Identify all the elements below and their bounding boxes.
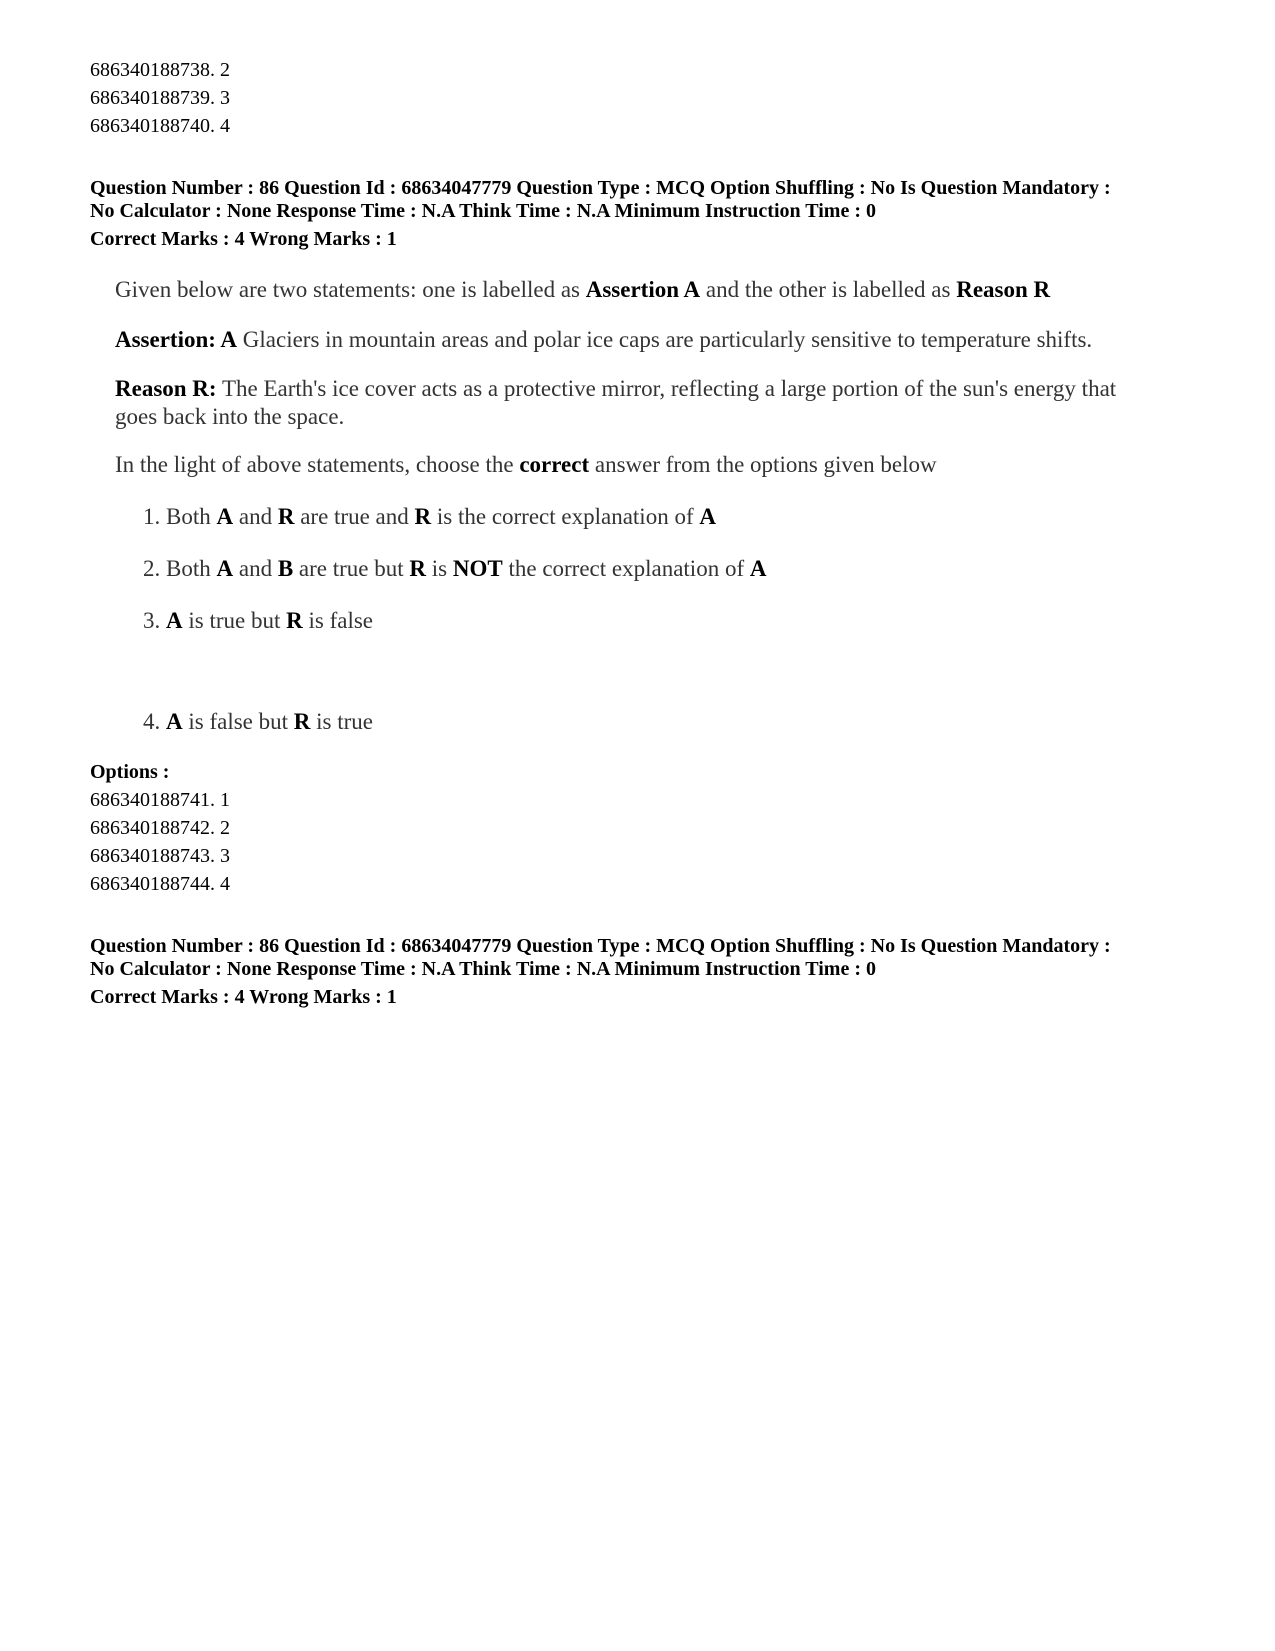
question-meta-line-1: Question Number : 86 Question Id : 68634047779 Question Type : MCQ Option Shuffling : No Is Question Mandatory : (90, 935, 1111, 957)
question-instruction: In the light of above statements, choose the correct answer from the options given below (115, 452, 937, 477)
option-row (90, 786, 230, 814)
assertion-statement (115, 326, 1135, 354)
prev-option-row (90, 84, 230, 112)
option-value: 4 (220, 873, 230, 895)
prev-option-value: 4 (220, 115, 230, 137)
prev-option-row (90, 56, 230, 84)
option-row (90, 870, 230, 898)
assertion-label: Assertion: A (115, 327, 238, 352)
choice-2: 2. Both A and B are true but R is NOT the correct explanation of A (143, 556, 767, 581)
prev-option-value: 3 (220, 87, 230, 109)
option-id: 686340188741. (90, 789, 215, 811)
assertion-text: Glaciers in mountain areas and polar ice caps are particularly sensitive to temperature shifts. (242, 327, 1093, 352)
choice-3: 3. A is true but R is false (143, 608, 374, 633)
option-row (90, 842, 230, 870)
reason-text: The Earth's ice cover acts as a protective mirror, reflecting a large portion of the sun's energy that goes back into the space. (115, 376, 1117, 429)
question-meta-line-2: No Calculator : None Response Time : N.A Think Time : N.A Minimum Instruction Time : 0 (90, 958, 876, 980)
option-value: 2 (220, 817, 230, 839)
prev-option-value: 2 (220, 59, 230, 81)
question-meta-line-1: Question Number : 86 Question Id : 68634047779 Question Type : MCQ Option Shuffling : No Is Question Mandatory : (90, 177, 1111, 199)
question-marks: Correct Marks : 4 Wrong Marks : 1 (90, 228, 397, 250)
option-row (90, 814, 230, 842)
option-value: 1 (220, 789, 230, 811)
option-id: 686340188742. (90, 817, 215, 839)
prev-option-id: 686340188738. (90, 59, 215, 81)
options-label: Options : (90, 761, 170, 783)
prev-option-row (90, 112, 230, 140)
reason-statement (115, 375, 1125, 431)
prev-option-id: 686340188740. (90, 115, 215, 137)
choice-4: 4. A is false but R is true (143, 709, 374, 734)
prev-option-id: 686340188739. (90, 87, 215, 109)
option-id: 686340188744. (90, 873, 215, 895)
question-intro: Given below are two statements: one is labelled as Assertion A and the other is labelled as Reason R (115, 277, 1051, 302)
question-marks: Correct Marks : 4 Wrong Marks : 1 (90, 986, 397, 1008)
option-id: 686340188743. (90, 845, 215, 867)
question-meta-line-2: No Calculator : None Response Time : N.A Think Time : N.A Minimum Instruction Time : 0 (90, 200, 876, 222)
reason-label: Reason R: (115, 376, 217, 401)
choice-1: 1. Both A and R are true and R is the correct explanation of A (143, 504, 716, 529)
option-value: 3 (220, 845, 230, 867)
